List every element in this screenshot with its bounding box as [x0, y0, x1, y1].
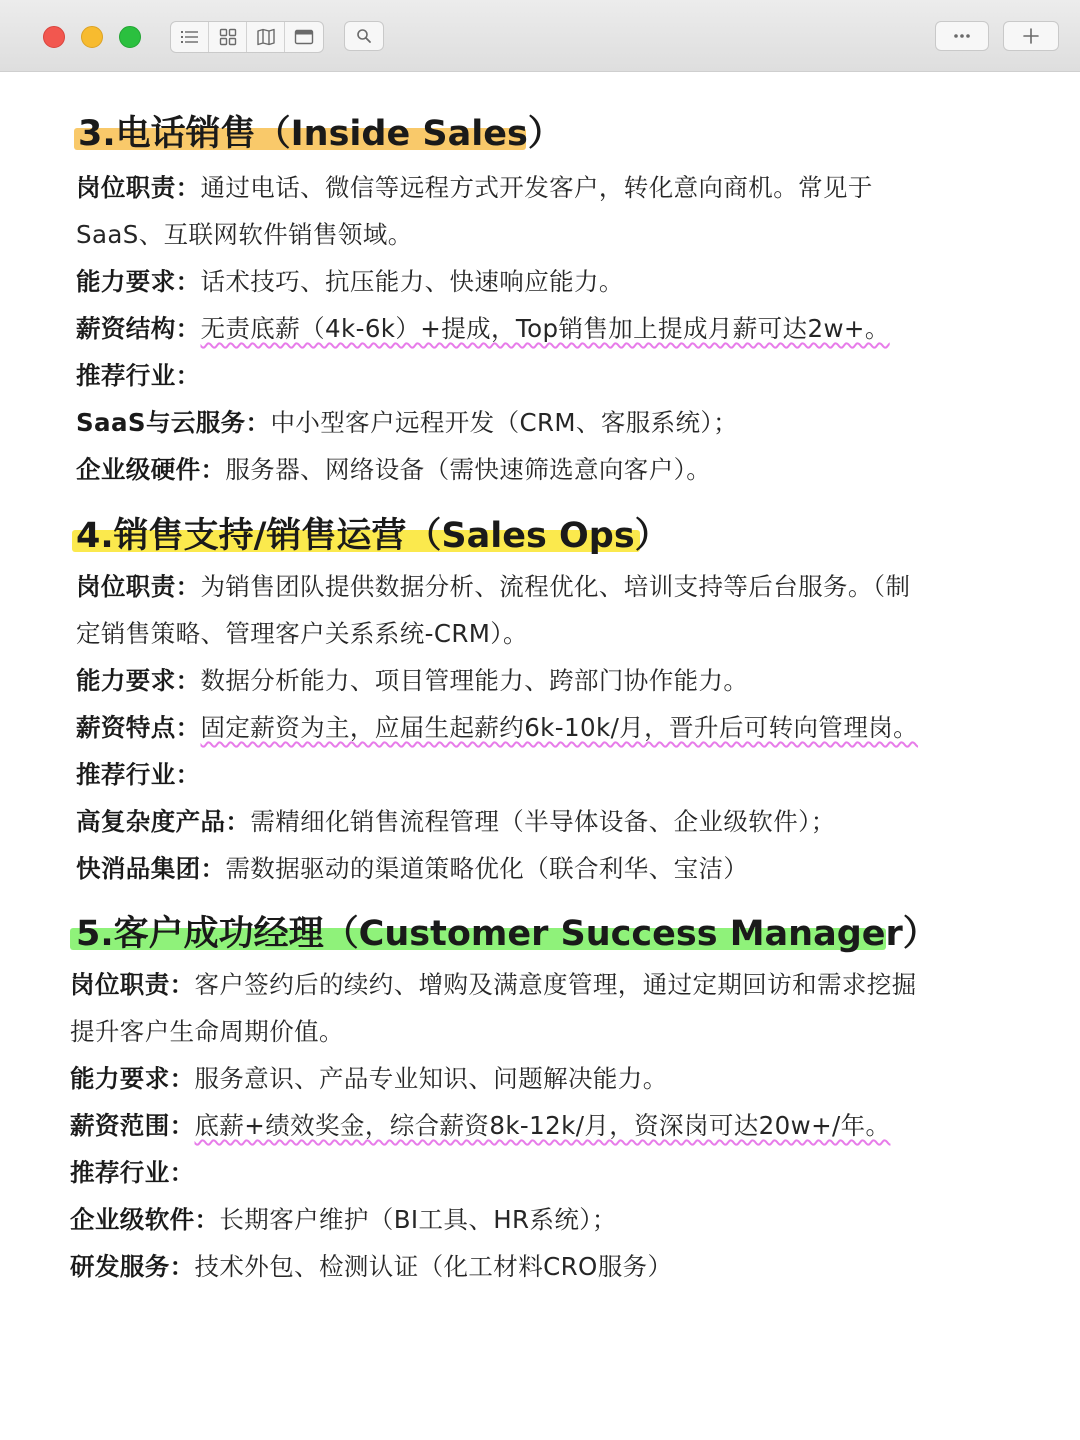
ability-text: 服务意识、产品专业知识、问题解决能力。 [194, 1064, 668, 1093]
add-button[interactable] [1003, 21, 1059, 51]
industry-item-text: 需精细化销售流程管理（半导体设备、企业级软件）； [250, 807, 836, 836]
salary-line [76, 312, 890, 346]
search-icon [356, 28, 372, 44]
industry-item-text: 中小型客户远程开发（CRM、客服系统）； [270, 408, 738, 437]
industry-item-text: 需数据驱动的渠道策略优化（联合利华、宝洁） [225, 854, 749, 883]
columns-view-icon [256, 28, 276, 46]
industry-item-label: 高复杂度产品： [76, 807, 251, 836]
section-heading: 3.电话销售（Inside Sales） [78, 114, 563, 154]
duty-line-continued [70, 1015, 344, 1049]
close-window-button[interactable] [43, 26, 65, 48]
duty-label: 岗位职责： [76, 572, 201, 601]
salary-label: 薪资结构： [76, 314, 201, 343]
gallery-view-icon [294, 29, 314, 45]
ability-text: 数据分析能力、项目管理能力、跨部门协作能力。 [200, 666, 749, 695]
salary-text: 底薪+绩效奖金，综合薪资8k-12k/月，资深岗可达20w+/年。 [194, 1111, 891, 1140]
more-icon [952, 33, 972, 39]
salary-label: 薪资范围： [70, 1111, 195, 1140]
view-mode-segmented-control [170, 21, 324, 53]
duty-text: 为销售团队提供数据分析、流程优化、培训支持等后台服务。（制 [200, 572, 911, 601]
salary-line [70, 1109, 890, 1143]
grid-view-button[interactable] [209, 22, 247, 52]
industry-item [76, 453, 711, 487]
list-view-button[interactable] [171, 22, 209, 52]
industry-item-label: 企业级软件： [70, 1205, 220, 1234]
zoom-window-button[interactable] [119, 26, 141, 48]
salary-line [76, 711, 918, 745]
duty-line-continued [76, 617, 528, 651]
industry-item [76, 406, 738, 440]
salary-text: 无责底薪（4k-6k）+提成，Top销售加上提成月薪可达2w+。 [200, 314, 890, 343]
duty-label: 岗位职责： [70, 970, 195, 999]
industry-item [70, 1203, 617, 1237]
section-heading: 4.销售支持/销售运营（Sales Ops） [76, 516, 670, 556]
industry-item-text: 长期客户维护（BI工具、HR系统）； [219, 1205, 617, 1234]
salary-text: 固定薪资为主，应届生起薪约6k-10k/月，晋升后可转向管理岗。 [200, 713, 919, 742]
industry-item-label: 快消品集团： [76, 854, 226, 883]
ability-line [70, 1062, 668, 1096]
industry-item-label: 企业级硬件： [76, 455, 226, 484]
window-toolbar [0, 0, 1080, 72]
duty-line [76, 171, 873, 205]
list-view-icon [180, 29, 200, 45]
ability-label: 能力要求： [70, 1064, 195, 1093]
industry-label: 推荐行业： [70, 1158, 195, 1187]
gallery-view-button[interactable] [285, 22, 323, 52]
grid-view-icon [219, 28, 237, 46]
more-options-button[interactable] [935, 21, 989, 51]
plus-icon [1022, 27, 1040, 45]
duty-text: 提升客户生命周期价值。 [70, 1017, 344, 1046]
section-heading: 5.客户成功经理（Customer Success Manager） [76, 914, 938, 954]
industry-label: 推荐行业： [76, 760, 201, 789]
industry-item-label: 研发服务： [70, 1252, 195, 1281]
duty-text: 定销售策略、管理客户关系系统-CRM）。 [76, 619, 528, 648]
minimize-window-button[interactable] [81, 26, 103, 48]
columns-view-button[interactable] [247, 22, 285, 52]
industry-label: 推荐行业： [76, 361, 201, 390]
duty-label: 岗位职责： [76, 173, 201, 202]
ability-label: 能力要求： [76, 666, 201, 695]
duty-text: 客户签约后的续约、增购及满意度管理，通过定期回访和需求挖掘 [194, 970, 917, 999]
duty-line [70, 968, 917, 1002]
duty-line-continued [76, 218, 413, 252]
duty-line [76, 570, 910, 604]
industry-item [70, 1250, 672, 1284]
industry-item-text: 技术外包、检测认证（化工材料CRO服务） [194, 1252, 673, 1281]
industry-heading-line [76, 758, 201, 792]
industry-heading-line [76, 359, 201, 393]
ability-line [76, 265, 624, 299]
ability-line [76, 664, 748, 698]
industry-item [76, 805, 836, 839]
industry-item [76, 852, 748, 886]
search-button[interactable] [344, 21, 384, 51]
industry-item-label: SaaS与云服务： [76, 408, 271, 437]
duty-text: SaaS、互联网软件销售领域。 [76, 220, 413, 249]
duty-text: 通过电话、微信等远程方式开发客户，转化意向商机。常见于 [200, 173, 873, 202]
industry-item-text: 服务器、网络设备（需快速筛选意向客户）。 [225, 455, 712, 484]
industry-heading-line [70, 1156, 195, 1190]
ability-label: 能力要求： [76, 267, 201, 296]
salary-label: 薪资特点： [76, 713, 201, 742]
ability-text: 话术技巧、抗压能力、快速响应能力。 [200, 267, 624, 296]
